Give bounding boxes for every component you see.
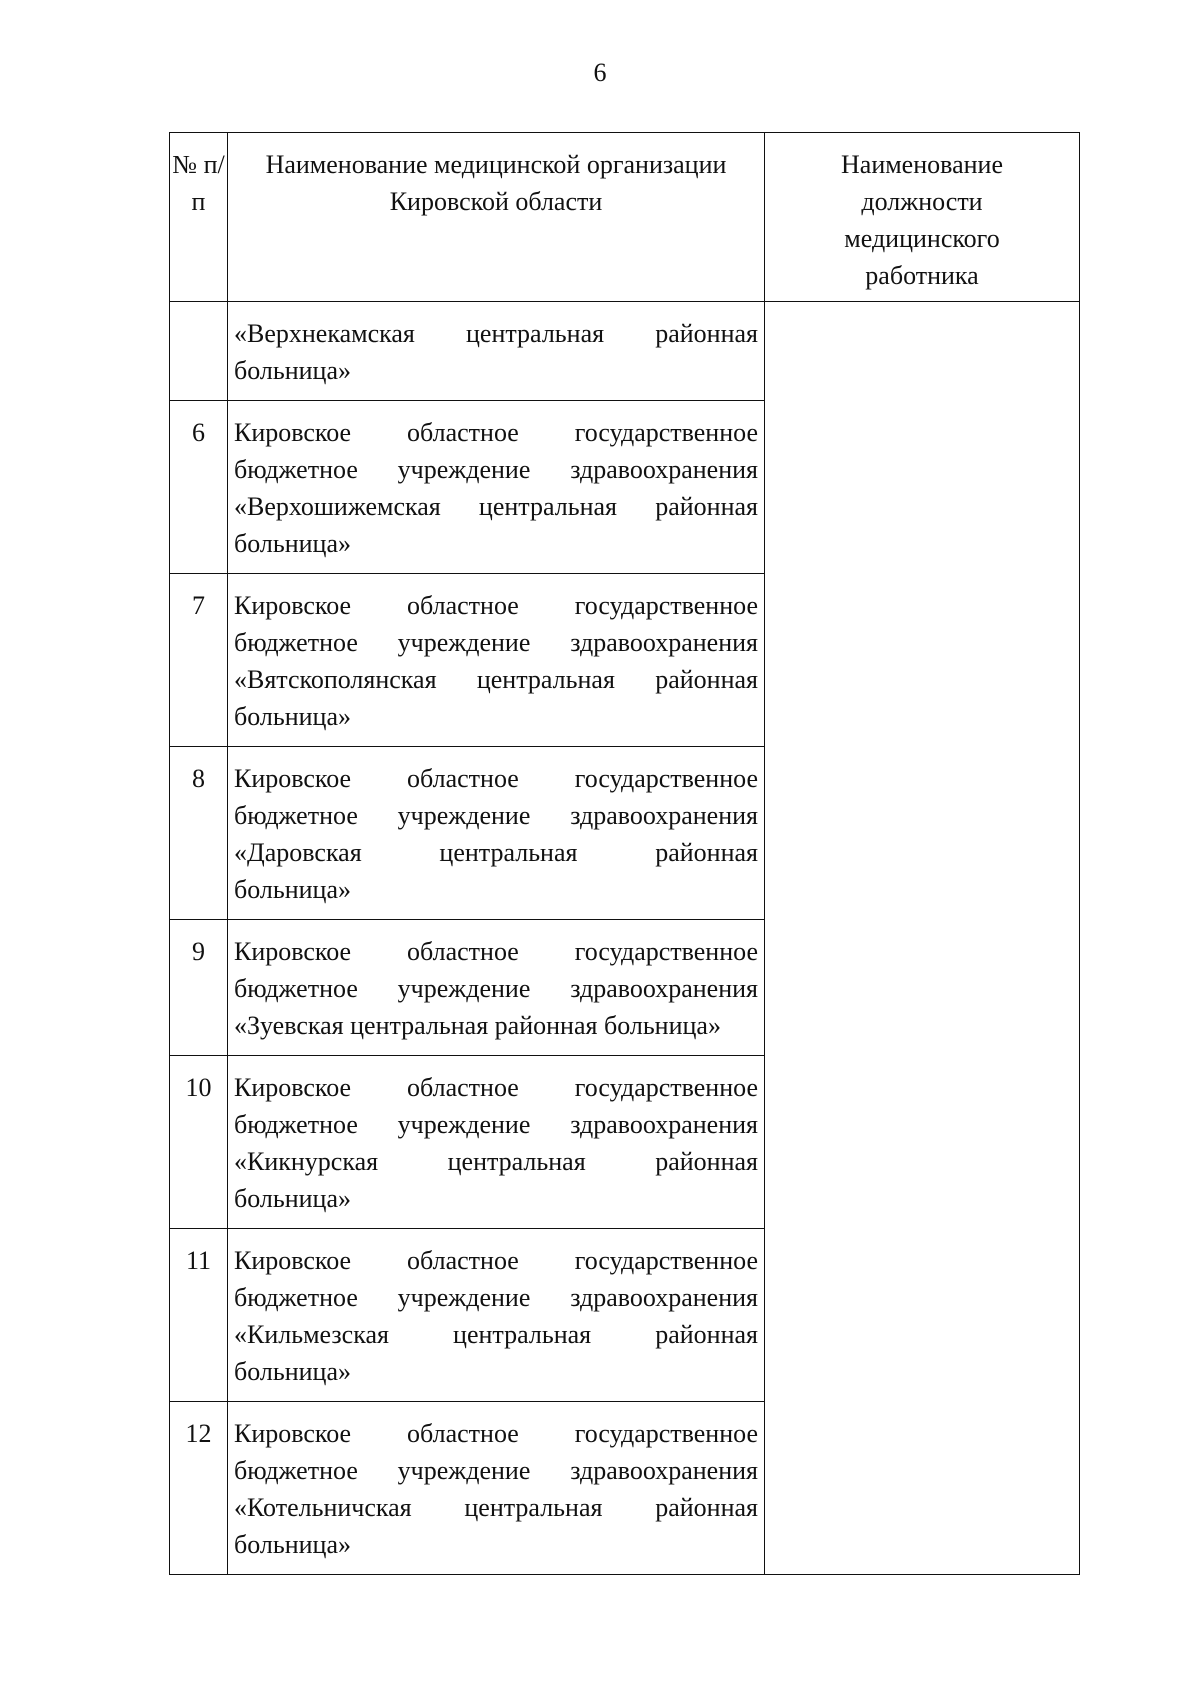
- org-line: «Кильмезская центральная районная: [234, 1320, 758, 1349]
- table-header-row: [170, 133, 1080, 302]
- row-organization: [228, 302, 765, 401]
- org-line: Кировское областное государственное: [234, 418, 758, 447]
- org-line: «Котельничская центральная районная: [234, 1493, 758, 1522]
- table-row: [170, 302, 1080, 401]
- row-number: 10: [170, 1056, 228, 1229]
- row-organization: [228, 1402, 765, 1575]
- org-line: «Верхнекамская центральная районная: [234, 319, 758, 348]
- org-line: «Вятскополянская центральная районная: [234, 665, 758, 694]
- row-organization: [228, 401, 765, 574]
- row-number: 9: [170, 920, 228, 1056]
- org-line: Кировское областное государственное: [234, 1246, 758, 1275]
- org-line: больница»: [234, 356, 351, 385]
- org-line: «Кикнурская центральная районная: [234, 1147, 758, 1176]
- org-line: бюджетное учреждение здравоохранения: [234, 1110, 758, 1139]
- row-number: [170, 302, 228, 401]
- header-position: Наименование должности медицинского работника: [765, 133, 1080, 302]
- org-line: бюджетное учреждение здравоохранения: [234, 455, 758, 484]
- org-line: бюджетное учреждение здравоохранения: [234, 974, 758, 1003]
- row-number: 8: [170, 747, 228, 920]
- org-line: «Верхошижемская центральная районная: [234, 492, 758, 521]
- organizations-table: [169, 132, 1080, 1575]
- row-organization: [228, 1229, 765, 1402]
- row-number: 6: [170, 401, 228, 574]
- row-organization: [228, 920, 765, 1056]
- row-organization: [228, 574, 765, 747]
- row-number: 11: [170, 1229, 228, 1402]
- header-number: № п/п: [170, 133, 228, 302]
- row-organization: [228, 747, 765, 920]
- header-organization: Наименование медицинской организации Кировской области: [228, 133, 765, 302]
- row-number: 12: [170, 1402, 228, 1575]
- org-line: бюджетное учреждение здравоохранения: [234, 1456, 758, 1485]
- org-line: бюджетное учреждение здравоохранения: [234, 628, 758, 657]
- org-line: больница»: [234, 1357, 351, 1386]
- org-line: больница»: [234, 1184, 351, 1213]
- org-line: Кировское областное государственное: [234, 1073, 758, 1102]
- org-line: Кировское областное государственное: [234, 937, 758, 966]
- row-organization: [228, 1056, 765, 1229]
- org-line: больница»: [234, 529, 351, 558]
- org-line: Кировское областное государственное: [234, 764, 758, 793]
- row-number: 7: [170, 574, 228, 747]
- org-line: Кировское областное государственное: [234, 591, 758, 620]
- org-line: бюджетное учреждение здравоохранения: [234, 801, 758, 830]
- org-line: «Зуевская центральная районная больница»: [234, 1011, 721, 1040]
- row-position: [765, 302, 1080, 1575]
- org-line: больница»: [234, 875, 351, 904]
- org-line: больница»: [234, 1530, 351, 1559]
- org-line: больница»: [234, 702, 351, 731]
- org-line: «Даровская центральная районная: [234, 838, 758, 867]
- org-line: бюджетное учреждение здравоохранения: [234, 1283, 758, 1312]
- org-line: Кировское областное государственное: [234, 1419, 758, 1448]
- page-number: 6: [593, 58, 607, 87]
